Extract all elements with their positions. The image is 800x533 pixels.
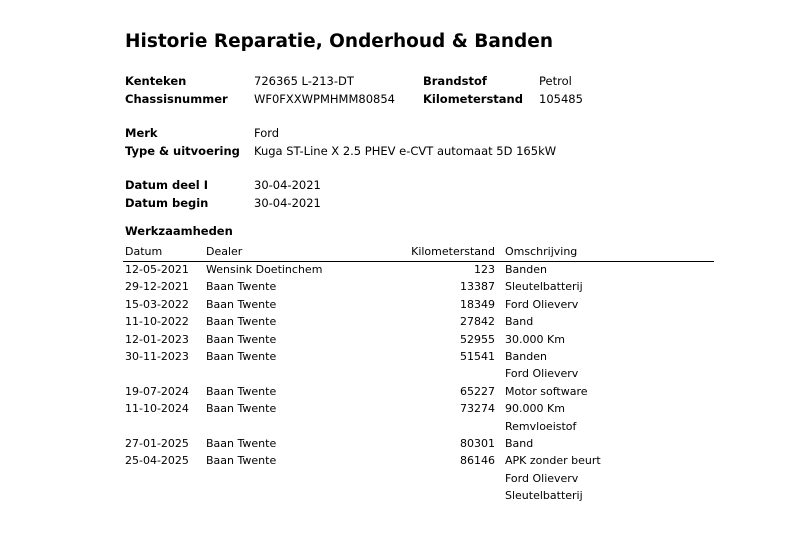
header-omschrijving: Omschrijving <box>505 245 578 258</box>
cell-datum: 29-12-2021 <box>125 280 189 294</box>
cell-dealer: Wensink Doetinchem <box>206 263 323 276</box>
brandstof-value: Petrol <box>539 74 572 88</box>
cell-datum: 27-01-2025 <box>125 436 189 450</box>
header-divider <box>123 261 714 262</box>
cell-dealer: Baan Twente <box>206 454 277 468</box>
datum-begin-label: Datum begin <box>125 196 209 210</box>
cell-omschrijving: Motor software <box>505 384 588 398</box>
cell-omschrijving: 30.000 Km <box>505 332 565 346</box>
table-body <box>0 263 800 506</box>
kilometerstand-value: 105485 <box>539 92 583 106</box>
cell-kilometerstand: 80301 <box>460 436 495 450</box>
cell-dealer: Baan Twente <box>206 384 277 398</box>
cell-omschrijving: Sleutelbatterij <box>505 280 583 294</box>
kenteken-label: Kenteken <box>125 74 187 88</box>
datum-begin-value: 30-04-2021 <box>254 196 321 210</box>
table-row <box>0 402 800 419</box>
werkzaamheden-title: Werkzaamheden <box>125 224 233 238</box>
table-row <box>0 420 800 437</box>
cell-omschrijving: Ford Olieverv <box>505 367 579 381</box>
cell-omschrijving: APK zonder beurt <box>505 454 601 468</box>
cell-dealer: Baan Twente <box>206 332 277 346</box>
cell-datum: 12-05-2021 <box>125 263 189 276</box>
cell-datum: 25-04-2025 <box>125 454 189 468</box>
table-row <box>0 263 800 280</box>
header-dealer: Dealer <box>206 245 243 258</box>
cell-omschrijving: Sleutelbatterij <box>505 489 583 503</box>
table-row <box>0 280 800 297</box>
cell-datum: 11-10-2022 <box>125 315 189 329</box>
cell-omschrijving: Ford Olieverv <box>505 297 579 311</box>
cell-dealer: Baan Twente <box>206 280 277 294</box>
cell-datum: 12-01-2023 <box>125 332 189 346</box>
table-row <box>0 472 800 489</box>
kenteken-value: 726365 L-213-DT <box>254 74 354 88</box>
merk-value: Ford <box>254 126 280 140</box>
cell-omschrijving: 90.000 Km <box>505 402 565 416</box>
cell-dealer: Baan Twente <box>206 315 277 329</box>
table-row <box>0 385 800 402</box>
cell-omschrijving: Band <box>505 436 534 450</box>
table-row <box>0 454 800 471</box>
cell-kilometerstand: 13387 <box>460 280 495 294</box>
kilometerstand-label: Kilometerstand <box>423 92 523 106</box>
table-row <box>0 298 800 315</box>
cell-kilometerstand: 52955 <box>460 332 495 346</box>
header-datum: Datum <box>125 245 163 258</box>
table-row <box>0 350 800 367</box>
chassisnummer-value: WF0FXXWPMHMM80854 <box>254 92 395 106</box>
cell-omschrijving: Ford Olieverv <box>505 471 579 485</box>
cell-omschrijving: Band <box>505 315 534 329</box>
cell-dealer: Baan Twente <box>206 436 277 450</box>
table-row <box>0 437 800 454</box>
cell-kilometerstand: 86146 <box>460 454 495 468</box>
type-value: Kuga ST-Line X 2.5 PHEV e-CVT automaat 5D 165kW <box>254 144 557 158</box>
cell-kilometerstand: 65227 <box>460 384 495 398</box>
cell-datum: 15-03-2022 <box>125 297 189 311</box>
table-header <box>0 245 800 262</box>
cell-omschrijving: Remvloeistof <box>505 419 577 433</box>
cell-omschrijving: Banden <box>505 349 547 363</box>
table-row <box>0 315 800 332</box>
table-row <box>0 367 800 384</box>
cell-kilometerstand: 123 <box>474 263 495 276</box>
page-title: Historie Reparatie, Onderhoud & Banden <box>125 31 554 52</box>
type-label: Type & uitvoering <box>125 144 240 158</box>
datum-deel-label: Datum deel I <box>125 178 209 192</box>
cell-datum: 30-11-2023 <box>125 349 189 363</box>
cell-kilometerstand: 73274 <box>460 402 495 416</box>
cell-dealer: Baan Twente <box>206 349 277 363</box>
chassisnummer-label: Chassisnummer <box>125 92 228 106</box>
cell-kilometerstand: 18349 <box>460 297 495 311</box>
table-row <box>0 333 800 350</box>
cell-dealer: Baan Twente <box>206 297 277 311</box>
table-row <box>0 489 800 506</box>
cell-omschrijving: Banden <box>505 263 547 276</box>
merk-label: Merk <box>125 126 158 140</box>
cell-dealer: Baan Twente <box>206 402 277 416</box>
datum-deel-value: 30-04-2021 <box>254 178 321 192</box>
cell-datum: 19-07-2024 <box>125 384 189 398</box>
brandstof-label: Brandstof <box>423 74 487 88</box>
header-kilometerstand: Kilometerstand <box>411 245 495 258</box>
cell-kilometerstand: 51541 <box>460 349 495 363</box>
cell-kilometerstand: 27842 <box>460 315 495 329</box>
cell-datum: 11-10-2024 <box>125 402 189 416</box>
